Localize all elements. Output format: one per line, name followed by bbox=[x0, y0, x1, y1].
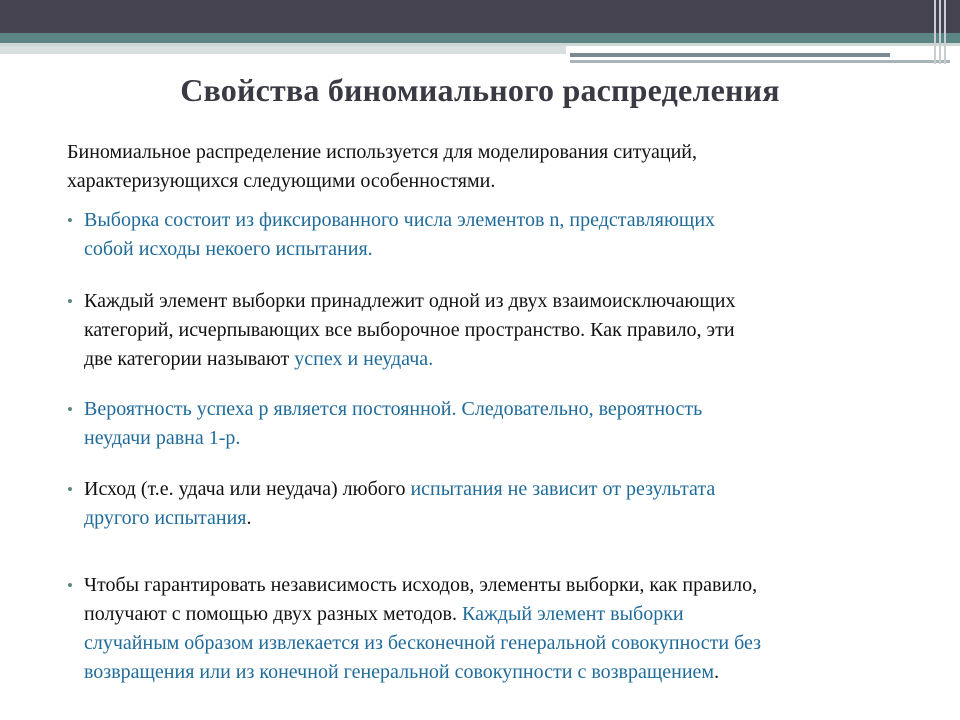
bullet-text-highlight: возвращения или из конечной генеральной совокупности с возвращением bbox=[84, 661, 715, 683]
intro-line: характеризующихся следующими особенностями. bbox=[67, 170, 496, 192]
bullet-list bbox=[67, 206, 917, 687]
bullet-text: Чтобы гарантировать независимость исходов, элементы выборки, как правило, bbox=[84, 574, 758, 596]
bullet-text-highlight: испытания не зависит от результата bbox=[410, 478, 716, 500]
corner-line bbox=[944, 0, 946, 64]
corner-decoration bbox=[932, 0, 952, 70]
bullet-item-sampling-methods bbox=[67, 571, 917, 687]
intro-line: Биномиальное распределение используется для моделирования ситуаций, bbox=[67, 141, 697, 163]
bullet-icon: • bbox=[67, 480, 73, 499]
bullet-text-highlight: неудачи равна 1-р. bbox=[84, 427, 241, 449]
corner-line bbox=[939, 0, 941, 64]
intro-paragraph bbox=[67, 138, 907, 196]
bullet-item-categories bbox=[67, 287, 917, 374]
bullet-text-highlight: Каждый элемент выборки bbox=[462, 603, 684, 625]
bullet-text: . bbox=[714, 661, 720, 683]
bullet-icon: • bbox=[67, 576, 73, 595]
bullet-icon: • bbox=[67, 400, 73, 419]
bullet-text: категорий, исчерпывающих все выборочное пространство. Как правило, эти bbox=[84, 319, 735, 341]
bullet-text-highlight: другого испытания bbox=[84, 507, 247, 529]
bullet-item-probability bbox=[67, 395, 917, 453]
bullet-icon: • bbox=[67, 211, 73, 230]
bullet-text-highlight: Выборка состоит из фиксированного числа элементов n, представляющих bbox=[84, 209, 716, 231]
corner-line bbox=[934, 0, 936, 64]
header-accent-teal bbox=[0, 33, 960, 43]
bullet-icon: • bbox=[67, 292, 73, 311]
bullet-text: Каждый элемент выборки принадлежит одной из двух взаимоисключающих bbox=[84, 290, 736, 312]
bullet-text-highlight: Вероятность успеха р является постоянной. Следовательно, вероятность bbox=[84, 398, 703, 420]
bullet-text-highlight: собой исходы некоего испытания. bbox=[84, 238, 373, 260]
header-band bbox=[0, 0, 960, 33]
header-accent-left bbox=[0, 46, 566, 54]
header-accent-right-lower bbox=[570, 60, 950, 63]
bullet-text: две категории называют bbox=[84, 348, 295, 370]
bullet-text: . bbox=[246, 507, 252, 529]
bullet-text-highlight: случайным образом извлекается из бесконечной генеральной совокупности без bbox=[84, 632, 762, 654]
bullet-text: получают с помощью двух разных методов. bbox=[84, 603, 462, 625]
bullet-text: Исход (т.е. удача или неудача) любого bbox=[84, 478, 411, 500]
bullet-item-sample-size bbox=[67, 206, 917, 264]
bullet-text-highlight: успех и неудача. bbox=[294, 348, 434, 370]
bullet-item-independence bbox=[67, 475, 917, 533]
slide-title: Свойства биномиального распределения bbox=[180, 72, 780, 108]
header-accent-right-upper bbox=[570, 53, 890, 57]
